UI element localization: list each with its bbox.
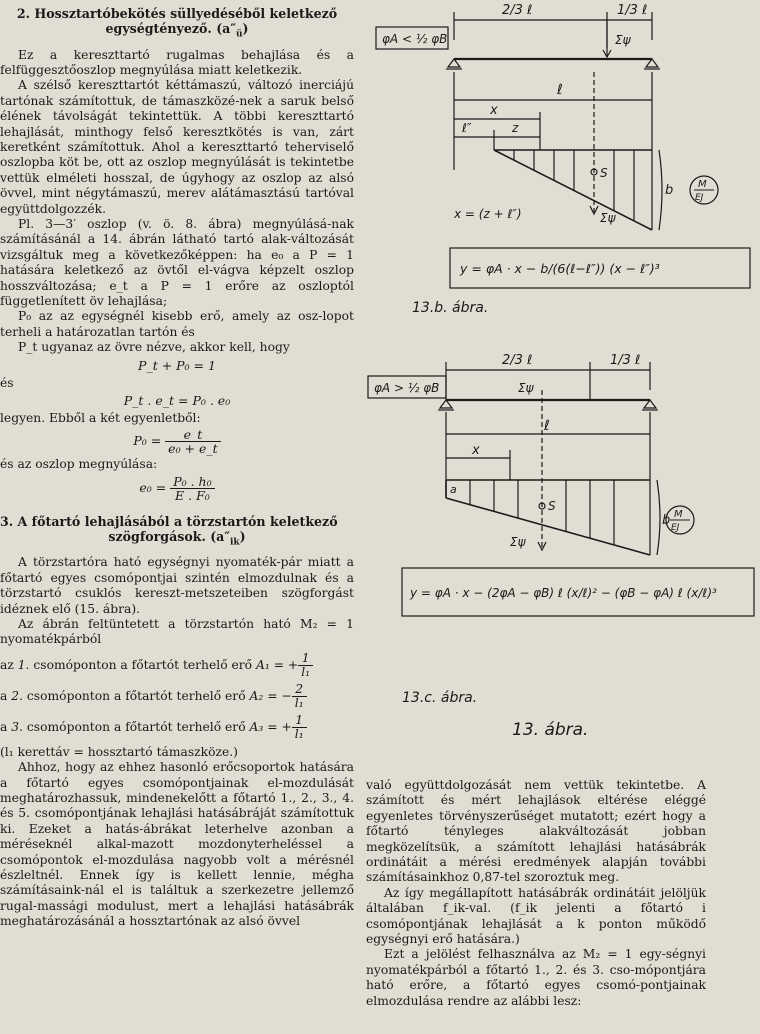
ej-label: EJ — [671, 523, 680, 533]
equation: e₀ = $\frac{\text{P₀ . h₀}}{\text{E . F₀}}$ — [0, 475, 354, 502]
paragraph: való együttdolgozását nem vettük tekintetbe. A számított és mért lehajlások eltérése eléggé egyenletes törvényszerűséget mutatott; ezért hogy a főtartó tényleges alakváltozását jobban megközelítsük, a számított lehajlási hatásábrák ordinátáit a mérési eredmények alapján további számításainkhoz 0,87-tel szoroztuk meg. — [366, 778, 706, 885]
dim-label: 1/3 ℓ — [610, 353, 641, 368]
span-label: ℓ — [557, 82, 563, 98]
ej-label: EJ — [695, 193, 704, 203]
paragraph: Ezt a jelölést felhasználva az M₂ = 1 egy-ségnyi nyomatékpárból a főtartó 1., 2. és 3. cso-mópontjára ható erőre, a főtartó egyes csomó-pontjainak elmozdulása rendre az alábbi lesz: — [366, 947, 706, 1008]
load-label: Σψ — [518, 381, 534, 395]
load-label: Σψ — [510, 535, 526, 549]
equation: P₀ = $\frac{e\_t}{\text{e₀ + e\_t}}$ — [0, 428, 354, 455]
formula-text: y = φA · x − b/(6(ℓ−ℓ″)) (x − ℓ″)³ — [460, 261, 660, 276]
formula-text: y = φA · x − (2φA − φB) ℓ (x/ℓ)² − (φB − φA) ℓ (x/ℓ)³ — [410, 586, 717, 600]
support-right — [646, 59, 658, 67]
paragraph: Az így megállapított hatásábrák ordinátáit jelöljük általában f_ik-val. (f_ik jelenti a főtartó i csomópontjának lehajlását a k ponton működő egységnyi erő hatására.) — [366, 885, 706, 947]
section-2-title: 2. Hossztartóbekötés süllyedéséből keletkező — [16, 6, 338, 21]
m-label: M — [674, 509, 683, 520]
paragraph: Pl. 3—3′ oszlop (v. ö. 8. ábra) megnyúlásá-nak számításánál a 14. ábrán látható tartó alak-változását vizsgáltuk meg a következőképpen: ha e₀ a P = 1 hatására keletkező az övtől el-vágva képzelt oszlop hosszváltozása; e_t a P = 1 erőre az oszloptól függetlenített öv lehajlása; — [0, 216, 354, 309]
connector-text: és — [0, 375, 14, 390]
paragraph: legyen. Ebből a két egyenletből: — [0, 411, 201, 426]
section-3-title: 3. A főtartó lehajlásából a törzstartón keletkező — [0, 513, 338, 529]
span-label: ℓ — [544, 418, 550, 434]
centroid-label: S — [548, 499, 556, 513]
paragraph: Ez a kereszttartó rugalmas behajlása és a felfüggesztőoszlop megnyúlása miatt keletkezik. — [0, 47, 354, 77]
x-label: x — [490, 103, 498, 118]
paragraph: és az oszlop megnyúlása: — [0, 457, 158, 472]
equation: P_t + P₀ = 1 — [138, 357, 216, 373]
paragraph: P₀ az az egységnél kisebb erő, amely az osz-lopot terheli a határozatlan tartón és — [0, 309, 354, 339]
section-2-title-line2: egységtényező. $(a''_ü)$ — [105, 21, 249, 40]
paragraph: A törzstartóra ható egységnyi nyomaték-pár miatt a főtartó egyes csomópontjai szintén elmozdulnak és a törzstartó csuklós kereszt-metszeteiben szögforgást idéznek elő (15. ábra). — [0, 555, 354, 616]
paragraph: (l₁ kerettáv = hossztartó támaszköze.) — [0, 744, 238, 759]
support-right — [644, 400, 656, 408]
m-label: M — [698, 179, 707, 190]
left-column — [0, 0, 354, 1034]
x-def-label: x = (z + ℓ″) — [454, 207, 522, 221]
figure-caption: 13.c. ábra. — [402, 690, 478, 706]
force-row-3: a 3. csomóponton a főtartót terhelő erő A₃ = + $\frac{1}{\text{l₁}}$ — [0, 714, 354, 741]
support-left — [448, 59, 460, 67]
force-row-2: a 2. csomóponton a főtartót terhelő erő A₂ = − $\frac{2}{\text{l₁}}$ — [0, 683, 354, 710]
load-label: Σψ — [600, 211, 616, 225]
a-label: a — [450, 483, 457, 496]
paragraph: Az ábrán feltüntetett a törzstartón ható M₂ = 1 nyomatékpárból — [0, 617, 354, 647]
figure-13b — [362, 0, 760, 330]
condition-label: φA > ½ φB — [374, 381, 440, 395]
section-3-title-line2: szögforgások. $(a''_{ik})$ — [108, 528, 246, 548]
dim-label: 1/3 ℓ — [617, 3, 648, 18]
dim-label: 2/3 ℓ — [502, 353, 533, 368]
paragraph: Ahhoz, hogy az ehhez hasonló erőcsoportok hatására a főtartó egyes csomópontjainak el-mozdulását meghatározhassuk, mindenekelőtt a főtartó 1., 2., 3., 4. és 5. csomópontjának lehajlási hatásábráját számítottuk ki. Ezeket a hatás-ábrákat leterhelve azonban a méréseknél alkal-mazott mozdonyterheléssel a csomópontok el-mozdulása nagyobb volt a mérésnél észleltnél. Ennek így is kellett lennie, mégha számításaink-nál el is találtuk a szerkezetre jellemző rugal-massági modulust, mert a lehajlási hatásábrák meghatározásánál a hossztartónak az alsó övvel — [0, 760, 354, 929]
figure-caption-main: 13. ábra. — [512, 720, 589, 740]
x-label: x — [472, 443, 480, 458]
load-label: Σψ — [615, 33, 631, 47]
condition-label: φA < ½ φB — [382, 32, 448, 46]
figure-caption: 13.b. ábra. — [412, 300, 489, 316]
dim-label: 2/3 ℓ — [502, 3, 533, 18]
l2-label: ℓ″ — [462, 121, 472, 135]
paragraph: A szélső kereszttartót kéttámaszú, változó inerciájú tartónak számítottuk, de támaszközé-nek a saruk belső élének távolságát tekintettük. A többi kereszttartó lehajlását, minthogy felső keresztkötés is van, zárt keretként számítottuk. Ahol a kereszttartó teherviselő oszlopba köt be, ott az oszlop megnyúlását is tekintetbe vettük elméleti hosszal, de úgyhogy az oszlop az alsó övvel, mint négytámaszú, merev alátámasztású tartóval együttdolgozzék. — [0, 78, 354, 216]
b-label: b — [665, 183, 674, 198]
force-row-1: az 1. csomóponton a főtartót terhelő erő A₁ = + $\frac{1}{\text{l₁}}$ — [0, 652, 354, 679]
z-label: z — [512, 121, 519, 135]
b-label: b — [662, 513, 671, 528]
figure-13c — [362, 350, 760, 660]
right-column — [362, 0, 760, 1034]
equation: P_t . e_t = P₀ . e₀ — [123, 393, 231, 409]
centroid-label: S — [600, 166, 608, 180]
right-text-block — [366, 778, 706, 1009]
support-left — [440, 400, 452, 408]
paragraph: P_t ugyanaz az övre nézve, akkor kell, hogy — [18, 340, 290, 355]
